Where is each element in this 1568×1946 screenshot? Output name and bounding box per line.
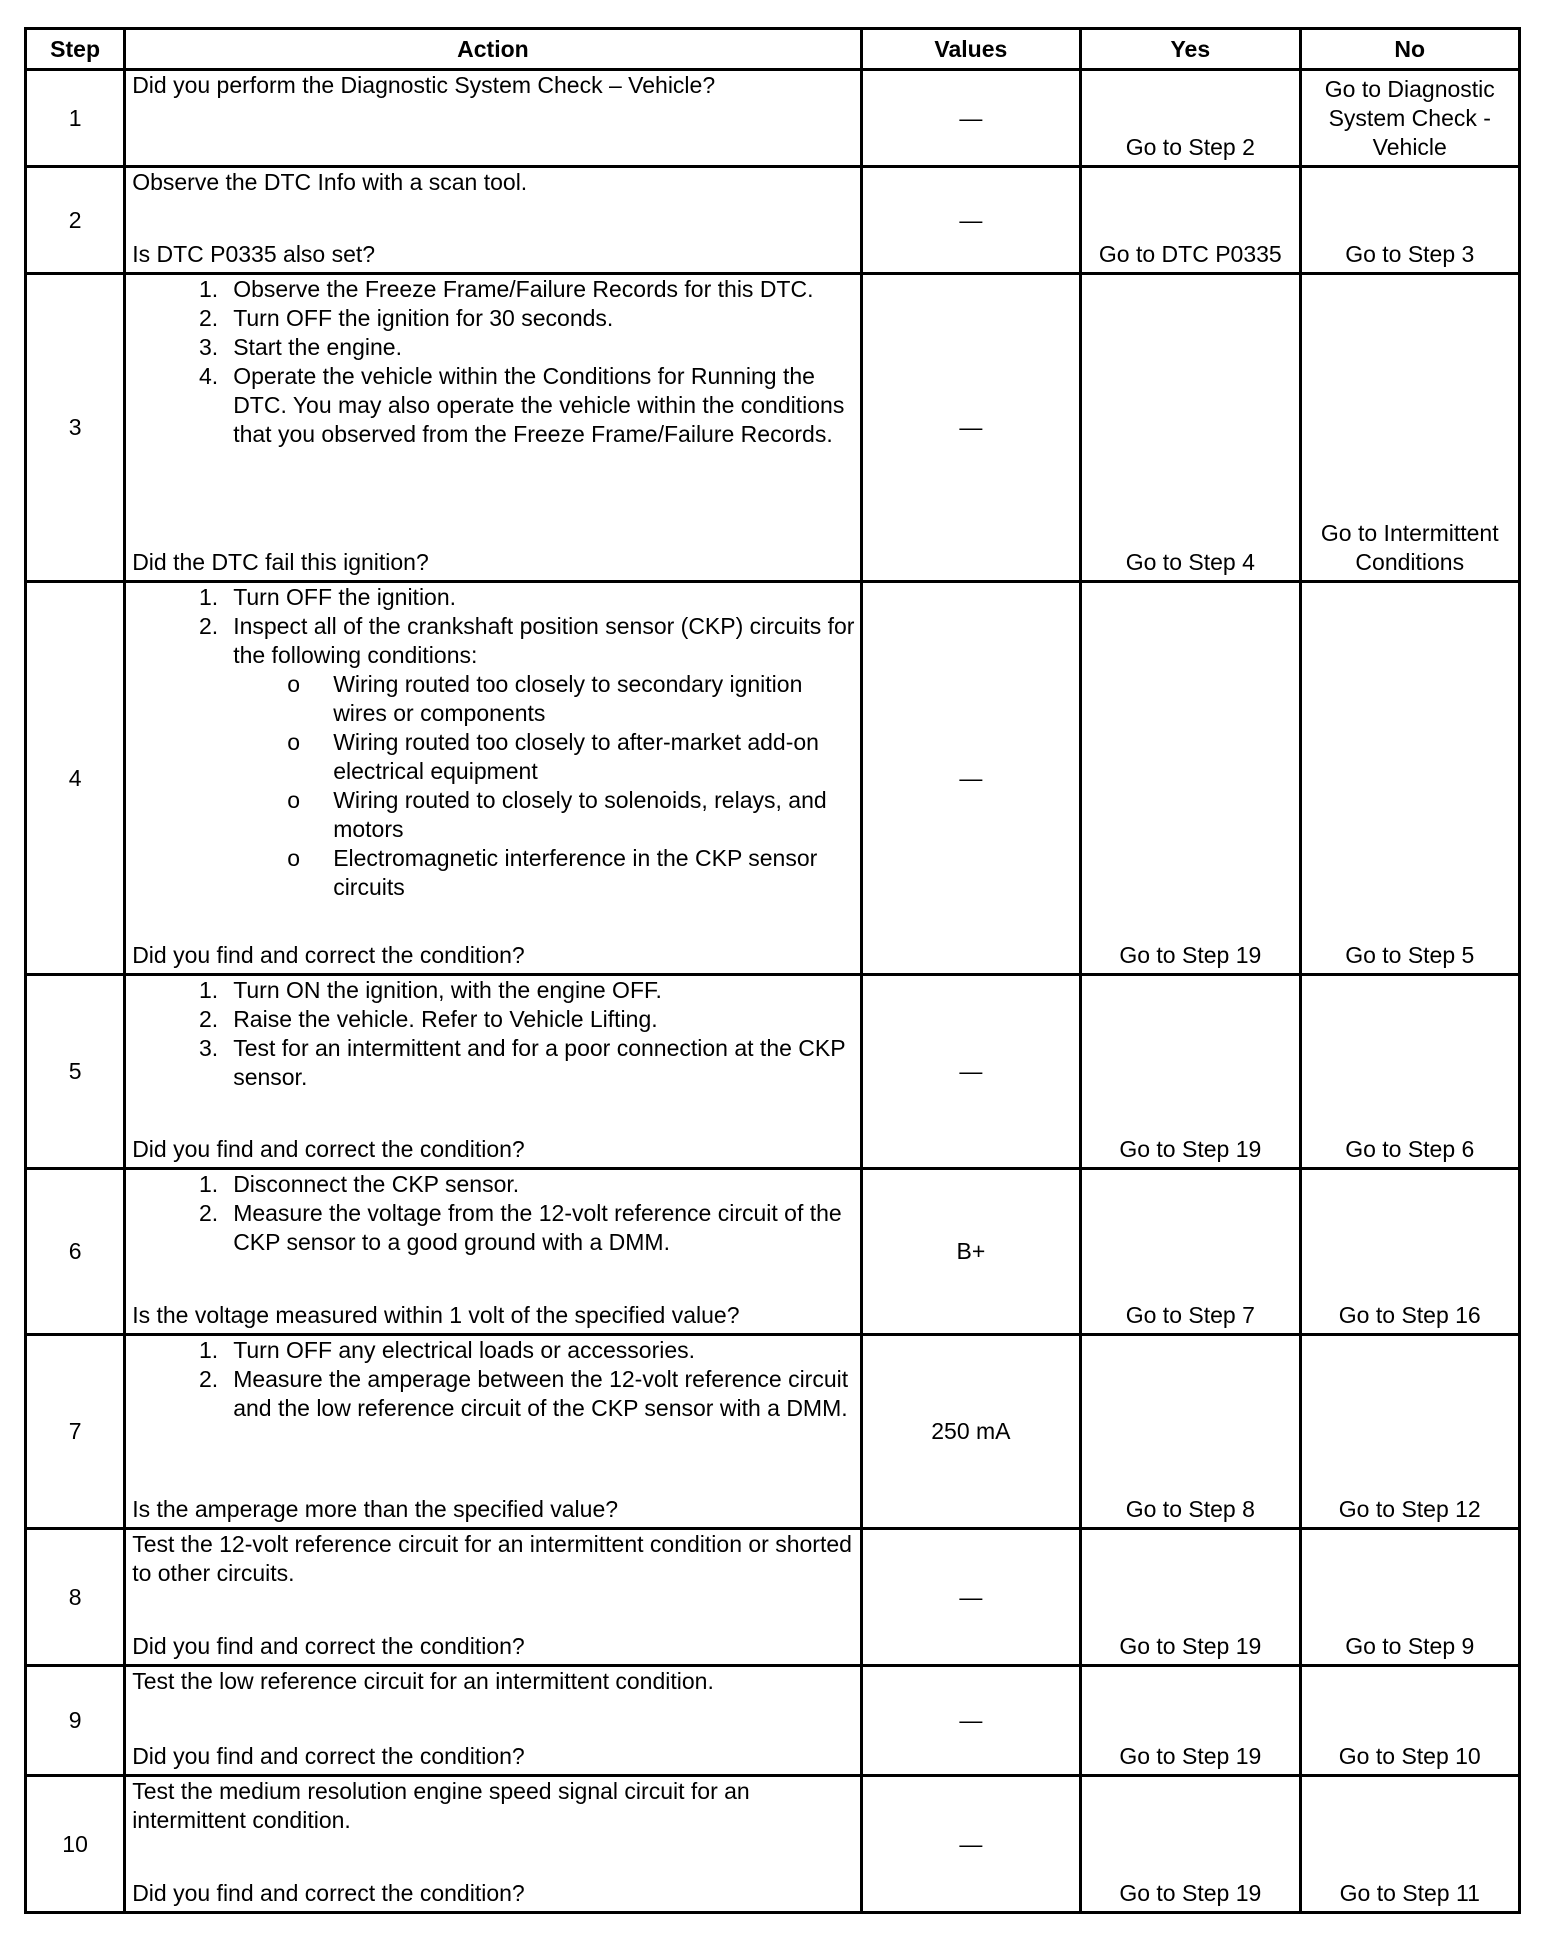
action-intro: Did you perform the Diagnostic System Check – Vehicle? — [132, 72, 716, 98]
instruction-text: Operate the vehicle within the Conditions for Running the DTC. You may also operate the vehicle within the conditions that you observed from the Freeze Frame/Failure Records. — [233, 363, 845, 447]
table-row — [26, 70, 1520, 167]
specified-value: — — [959, 1583, 983, 1610]
yes-result: Go to Step 19 — [1081, 975, 1300, 1169]
bullet-icon: o — [287, 787, 300, 813]
action-body — [126, 1530, 859, 1588]
action-question: Did the DTC fail this ignition? — [132, 549, 429, 575]
action-cell — [125, 1666, 861, 1776]
specified-value: B+ — [956, 1238, 986, 1264]
instruction-item — [188, 362, 855, 449]
no-result: Go to Step 3 — [1300, 167, 1519, 274]
action-cell — [125, 1776, 861, 1913]
step-number: 9 — [26, 1666, 125, 1776]
instruction-list — [132, 1336, 855, 1423]
values-cell — [861, 1169, 1080, 1335]
instruction-number: 2. — [199, 1006, 219, 1032]
table-row — [26, 582, 1520, 975]
action-body — [126, 1170, 859, 1257]
instruction-number: 1. — [199, 584, 219, 610]
values-cell — [861, 167, 1080, 274]
table-row — [26, 975, 1520, 1169]
instruction-item — [188, 976, 855, 1005]
action-intro: Test the 12-volt reference circuit for an intermittent condition or shorted to other circuits. — [132, 1531, 852, 1586]
header-action: Action — [125, 29, 861, 70]
instruction-text: Inspect all of the crankshaft position sensor (CKP) circuits for the following conditions: — [233, 613, 855, 668]
bullet-icon: o — [287, 845, 300, 871]
step-number: 8 — [26, 1529, 125, 1666]
condition-text: Electromagnetic interference in the CKP sensor circuits — [333, 845, 818, 900]
instruction-number: 2. — [199, 305, 219, 331]
yes-result: Go to Step 2 — [1081, 70, 1300, 167]
instruction-item — [188, 583, 855, 612]
instruction-number: 2. — [199, 1366, 219, 1392]
action-body — [126, 275, 859, 449]
instruction-number: 1. — [199, 276, 219, 302]
values-cell — [861, 975, 1080, 1169]
step-number: 6 — [26, 1169, 125, 1335]
action-cell — [125, 975, 861, 1169]
action-content — [126, 1336, 859, 1527]
action-intro: Test the low reference circuit for an intermittent condition. — [132, 1668, 714, 1694]
instruction-list — [132, 275, 855, 449]
instruction-number: 1. — [199, 977, 219, 1003]
condition-text: Wiring routed too closely to secondary ignition wires or components — [333, 671, 803, 726]
action-body — [126, 1336, 859, 1423]
specified-value: — — [959, 764, 983, 791]
step-number: 10 — [26, 1776, 125, 1913]
instruction-list — [132, 1170, 855, 1257]
no-result: Go to Step 10 — [1300, 1666, 1519, 1776]
no-result: Go to Step 16 — [1300, 1169, 1519, 1335]
no-result: Go to Step 5 — [1300, 582, 1519, 975]
instruction-list — [132, 583, 855, 902]
action-question: Did you find and correct the condition? — [132, 1136, 525, 1162]
action-cell — [125, 167, 861, 274]
instruction-number: 3. — [199, 334, 219, 360]
yes-result: Go to DTC P0335 — [1081, 167, 1300, 274]
instruction-text: Turn OFF the ignition. — [233, 584, 457, 610]
action-question: Is the voltage measured within 1 volt of the specified value? — [132, 1302, 740, 1328]
instruction-number: 2. — [199, 1200, 219, 1226]
specified-value: — — [959, 1058, 983, 1084]
instruction-item — [188, 304, 855, 333]
instruction-number: 4. — [199, 363, 219, 389]
diagnostic-table — [24, 27, 1521, 1914]
instruction-text: Measure the amperage between the 12-volt reference circuit and the low reference circuit of the CKP sensor with a DMM. — [233, 1366, 849, 1421]
action-question: Did you find and correct the condition? — [132, 942, 525, 968]
action-question: Did you find and correct the condition? — [132, 1880, 525, 1906]
step-number: 7 — [26, 1335, 125, 1529]
condition-item — [287, 670, 855, 728]
no-result: Go to Step 6 — [1300, 975, 1519, 1169]
specified-value: — — [959, 414, 983, 440]
no-result: Go to Step 11 — [1300, 1776, 1519, 1913]
action-body — [126, 168, 859, 197]
yes-result: Go to Step 19 — [1081, 1776, 1300, 1913]
yes-result: Go to Step 7 — [1081, 1169, 1300, 1335]
specified-value: — — [959, 1830, 983, 1857]
condition-text: Wiring routed to closely to solenoids, relays, and motors — [333, 787, 827, 842]
instruction-item — [188, 1336, 855, 1365]
action-body — [126, 71, 859, 100]
action-content — [126, 583, 859, 973]
values-cell — [861, 582, 1080, 975]
no-result: Go to Step 12 — [1300, 1335, 1519, 1529]
action-cell — [125, 1529, 861, 1666]
action-body — [126, 583, 859, 902]
no-result: Go to Step 9 — [1300, 1529, 1519, 1666]
action-content — [126, 1170, 859, 1333]
values-cell — [861, 274, 1080, 582]
instruction-number: 3. — [199, 1035, 219, 1061]
instruction-text: Raise the vehicle. Refer to Vehicle Lifting. — [233, 1006, 658, 1032]
specified-value: — — [959, 206, 983, 233]
step-number: 1 — [26, 70, 125, 167]
table-row — [26, 1666, 1520, 1776]
step-number: 3 — [26, 274, 125, 582]
condition-list — [233, 670, 855, 902]
instruction-item — [188, 612, 855, 902]
table-row — [26, 1335, 1520, 1529]
instruction-item — [188, 1170, 855, 1199]
instruction-item — [188, 1005, 855, 1034]
header-values: Values — [861, 29, 1080, 70]
yes-result: Go to Step 8 — [1081, 1335, 1300, 1529]
condition-item — [287, 844, 855, 902]
yes-result: Go to Step 19 — [1081, 1529, 1300, 1666]
no-result: Go to Intermittent Conditions — [1300, 274, 1519, 582]
bullet-icon: o — [287, 729, 300, 755]
action-cell — [125, 70, 861, 167]
action-cell — [125, 274, 861, 582]
action-question: Did you find and correct the condition? — [132, 1743, 525, 1769]
yes-result: Go to Step 4 — [1081, 274, 1300, 582]
bullet-icon: o — [287, 671, 300, 697]
header-step: Step — [26, 29, 125, 70]
instruction-item — [188, 1365, 855, 1423]
header-row — [26, 29, 1520, 70]
table-row — [26, 1529, 1520, 1666]
yes-result: Go to Step 19 — [1081, 1666, 1300, 1776]
action-question: Is DTC P0335 also set? — [132, 241, 376, 267]
instruction-item — [188, 275, 855, 304]
instruction-text: Start the engine. — [233, 334, 402, 360]
action-cell — [125, 1169, 861, 1335]
specified-value: — — [959, 1707, 983, 1733]
action-cell — [125, 582, 861, 975]
values-cell — [861, 1529, 1080, 1666]
action-content — [126, 71, 859, 165]
action-content — [126, 1667, 859, 1774]
instruction-number: 2. — [199, 613, 219, 639]
action-body — [126, 1667, 859, 1696]
condition-item — [287, 728, 855, 786]
instruction-list — [132, 976, 855, 1092]
values-cell — [861, 1335, 1080, 1529]
action-body — [126, 976, 859, 1092]
step-number: 5 — [26, 975, 125, 1169]
values-cell — [861, 1666, 1080, 1776]
instruction-text: Turn OFF any electrical loads or accessories. — [233, 1337, 696, 1363]
action-cell — [125, 1335, 861, 1529]
header-yes: Yes — [1081, 29, 1300, 70]
action-content — [126, 275, 859, 580]
table-row — [26, 167, 1520, 274]
yes-result: Go to Step 19 — [1081, 582, 1300, 975]
instruction-text: Measure the voltage from the 12-volt reference circuit of the CKP sensor to a good ground with a DMM. — [233, 1200, 842, 1255]
action-question: Is the amperage more than the specified value? — [132, 1496, 619, 1522]
step-number: 2 — [26, 167, 125, 274]
step-number: 4 — [26, 582, 125, 975]
instruction-item — [188, 1034, 855, 1092]
header-no: No — [1300, 29, 1519, 70]
instruction-text: Turn ON the ignition, with the engine OFF. — [233, 977, 662, 1003]
table-row — [26, 1169, 1520, 1335]
values-cell — [861, 1776, 1080, 1913]
action-content — [126, 1530, 859, 1664]
table-row — [26, 1776, 1520, 1913]
instruction-text: Observe the Freeze Frame/Failure Records for this DTC. — [233, 276, 814, 302]
values-cell — [861, 70, 1080, 167]
instruction-text: Disconnect the CKP sensor. — [233, 1171, 520, 1197]
condition-text: Wiring routed too closely to after-market add-on electrical equipment — [333, 729, 819, 784]
action-content — [126, 976, 859, 1167]
condition-item — [287, 786, 855, 844]
specified-value: 250 mA — [931, 1418, 1011, 1444]
action-content — [126, 168, 859, 272]
action-body — [126, 1777, 859, 1835]
instruction-text: Turn OFF the ignition for 30 seconds. — [233, 305, 614, 331]
action-intro: Observe the DTC Info with a scan tool. — [132, 169, 528, 195]
specified-value: — — [959, 104, 983, 131]
instruction-number: 1. — [199, 1171, 219, 1197]
instruction-number: 1. — [199, 1337, 219, 1363]
action-intro: Test the medium resolution engine speed signal circuit for an intermittent condition. — [132, 1778, 750, 1833]
instruction-text: Test for an intermittent and for a poor connection at the CKP sensor. — [233, 1035, 846, 1090]
no-result: Go to Diagnostic System Check - Vehicle — [1300, 70, 1519, 167]
instruction-item — [188, 333, 855, 362]
instruction-item — [188, 1199, 855, 1257]
action-question: Did you find and correct the condition? — [132, 1633, 525, 1659]
table-row — [26, 274, 1520, 582]
action-content — [126, 1777, 859, 1911]
